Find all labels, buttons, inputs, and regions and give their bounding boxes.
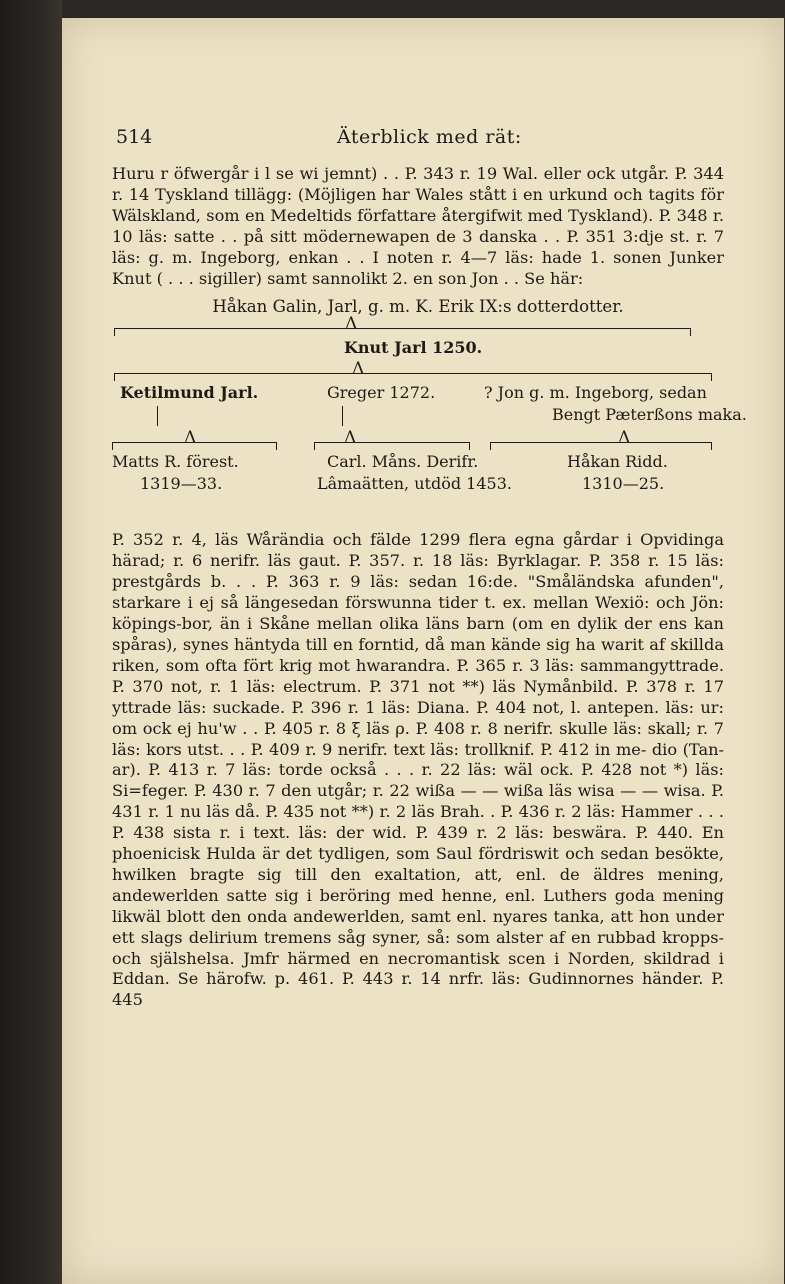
bracket-caret: Λ <box>352 359 365 380</box>
descent-line <box>157 406 158 426</box>
bracket-tick <box>490 442 491 450</box>
running-head: Äterblick med rät: <box>337 126 522 148</box>
bracket-tick <box>711 442 712 450</box>
scan-edge <box>0 0 62 1284</box>
bracket-line <box>114 328 691 329</box>
person-ketilmund: Ketilmund Jarl. <box>120 383 259 403</box>
person-jon: ? Jon g. m. Ingeborg, sedan <box>484 383 707 403</box>
person-greger: Greger 1272. <box>327 383 436 403</box>
person-carl-mans: Carl. Måns. Derifr. <box>327 452 479 472</box>
person-carl-mans-note: Lâmaätten, utdöd 1453. <box>317 474 512 494</box>
genealogy-root: Håkan Galin, Jarl, g. m. K. Erik IX:s dotterdotter. <box>212 297 624 317</box>
bracket-caret: Λ <box>344 428 357 449</box>
bracket-caret: Λ <box>345 314 358 335</box>
genealogy-tree <box>112 314 747 528</box>
person-hakan: Håkan Ridd. <box>567 452 668 472</box>
bracket-tick <box>314 442 315 450</box>
bracket-tick <box>112 442 113 450</box>
descent-line <box>342 406 343 426</box>
paragraph-errata-2: P. 352 r. 4, läs Wårändia och fälde 1299 flera egna gårdar i Opvidinga härad; r. 6 nerifr. läs gaut. P. 357. r. 18 läs: Byrklagar. P. 358 r. 15 läs: prestgårds b. . . P. 363 r. 9 läs: sedan 16:de. "Småländska afunden", starkare i ej så längesedan förswunna tider t. ex. mellan Wexiö: och Jön: köpings-bor, än i Skåne mellan olika läns barn (om en dylik der ens kan spåras), synes häntyda till en forntid, då man kände sig ha warit af skillda riken, som ofta fört krig mot hwarandra. P. 365 r. 3 läs: sammangyttrade. P. 370 not, r. 1 läs: electrum. P. 371 not **) läs Nymånbild. P. 378 r. 17 yttrade läs: suckade. P. 396 r. 1 läs: Diana. P. 404 not, l. antepen. läs: ur: om ock ej hu'w . . P. 405 r. 8 ξ läs ρ. P. 408 r. 8 nerifr. skulle läs: skall; r. 7 läs: kors utst. . . P. 409 r. 9 nerifr. text läs: trollknif. P. 412 in me- dio (Tan-ar). P. 413 r. 7 läs: torde också . . . r. 22 läs: wäl ock. P. 428 not *) läs: Si=feger. P. 430 r. 7 den utgår; r. 22 wißa — — wißa läs wisa — — wisa. P. 431 r. 1 nu läs då. P. 435 not **) r. 2 läs Brah. . P. 436 r. 2 läs: Hammer . . . P. 438 sista r. i text. läs: der wid. P. 439 r. 2 läs: beswära. P. 440. En phoenicisk Hulda är det tydligen, som Saul fördriswit och sedan besökte, hwilken bragte sig till den exaltation, att, enl. de äldres mening, andewerlden satte sig i beröring med henne, enl. Luthers goda mening likwäl blott den onda andewerlden, samt enl. nyares tanka, att hon under ett slags delirium tremens såg syner, så: som alster af en rubbad kropps- och själshelsa. Jmfr härmed en necromantisk scen i Norden, skildrad i Eddan. Se härofw. p. 461. P. 443 r. 14 nrfr. läs: Gudinnornes händer. P. 445 <box>112 530 724 1010</box>
bracket-line <box>314 442 470 443</box>
page-content <box>112 126 747 1011</box>
person-knut: Knut Jarl 1250. <box>344 338 483 358</box>
bracket-tick <box>276 442 277 450</box>
bracket-caret: Λ <box>184 428 197 449</box>
bracket-tick <box>114 328 115 336</box>
bracket-tick <box>690 328 691 336</box>
person-matts-years: 1319—33. <box>140 474 223 494</box>
person-hakan-years: 1310—25. <box>582 474 665 494</box>
paragraph-errata-1: Huru r öfwergår i l se wi jemnt) . . P. 343 r. 19 Wal. eller ock utgår. P. 344 r. 14 Tyskland tillägg: (Möjligen har Wales stått i en urkund och tagits för Wälskland, som en Medeltids författare återgifwit med Tyskland). P. 348 r. 10 läs: satte . . på sitt mödernewapen de 3 danska . . P. 351 3:dje st. r. 7 läs: g. m. Ingeborg, enkan . . I noten r. 4—7 läs: hade 1. sonen Junker Knut ( . . . sigiller) samt sannolikt 2. en son Jon . . Se här: <box>112 164 724 288</box>
page-number: 514 <box>116 126 153 148</box>
bracket-caret: Λ <box>618 428 631 449</box>
person-jon-note: Bengt Pæterßons maka. <box>552 405 747 425</box>
bracket-tick <box>711 373 712 381</box>
bracket-tick <box>469 442 470 450</box>
bracket-line <box>114 373 712 374</box>
page-header <box>112 126 724 156</box>
person-matts: Matts R. förest. <box>112 452 239 472</box>
bracket-tick <box>114 373 115 381</box>
bracket-line <box>490 442 712 443</box>
